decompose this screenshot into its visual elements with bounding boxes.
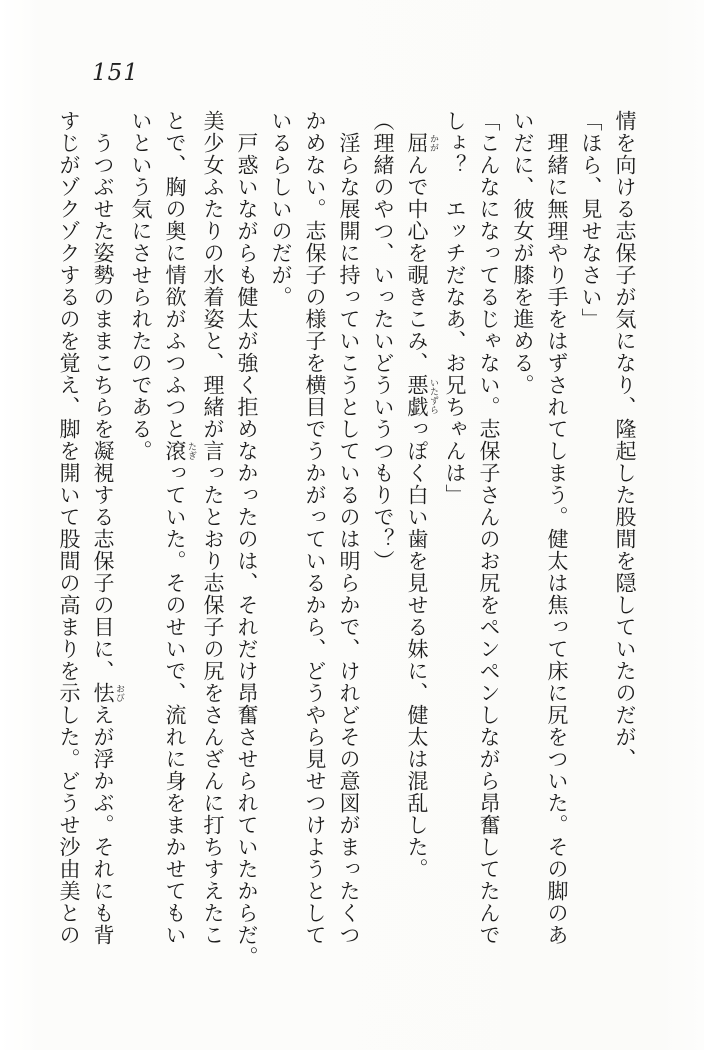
text-column: しょ？ エッチだなあ、お兄ちゃんは」 bbox=[443, 110, 467, 506]
text-column: いという気にさせられたのである。 bbox=[129, 110, 153, 462]
text-column: 戸惑いながらも健太が強く拒めなかったのは、それだけ昂奮させられていたからだ。 bbox=[235, 110, 259, 968]
text-column: いだに、彼女が膝を進める。 bbox=[511, 110, 535, 396]
text-column: 屈 かがんで中心を覗きこみ、悪戯 いたずらっぽく白い歯を見せる妹に、健太は混乱した。 bbox=[405, 132, 438, 880]
text-column: うつぶせた姿勢のままこちらを凝視する志保子の目に、怯 おびえが浮かぶ。それにも背 bbox=[91, 110, 124, 946]
text-column: いるらしいのだが。 bbox=[269, 110, 293, 308]
page-text bbox=[52, 110, 642, 970]
text-column: すじがゾクゾクするのを覚え、脚を開いて股間の高まりを示した。どうせ沙由美との bbox=[57, 110, 81, 946]
text-column: 理緒に無理やり手をはずされてしまう。健太は焦って床に尻をついた。その脚のあ bbox=[545, 110, 569, 946]
text-column: 淫らな展開に持っていこうとしているのは明らかで、けれどその意図がまったくつ bbox=[337, 110, 361, 946]
text-column: 情を向ける志保子が気になり、隆起した股間を隠していたのだが、 bbox=[613, 110, 637, 770]
text-column: （理緒のやつ、いったいどういうつもりで？） bbox=[371, 110, 395, 572]
page-number: 151 bbox=[92, 60, 139, 86]
text-column: 美少女ふたりの水着姿と、理緒が言ったとおり志保子の尻をさんざんに打ちすえたこ bbox=[201, 110, 225, 946]
text-column: 「こんなになってるじゃない。志保子さんのお尻をペンペンしながら昂奮してたんで bbox=[477, 110, 501, 946]
text-column: かめない。志保子の様子を横目でうかがっているから、どうやら見せつけようとして bbox=[303, 110, 327, 946]
text-column: 「ほら、見せなさい」 bbox=[579, 110, 603, 330]
text-column: とで、胸の奥に情欲がふつふつと滾 たぎっていた。そのせいで、流れに身をまかせてもい bbox=[163, 110, 196, 946]
